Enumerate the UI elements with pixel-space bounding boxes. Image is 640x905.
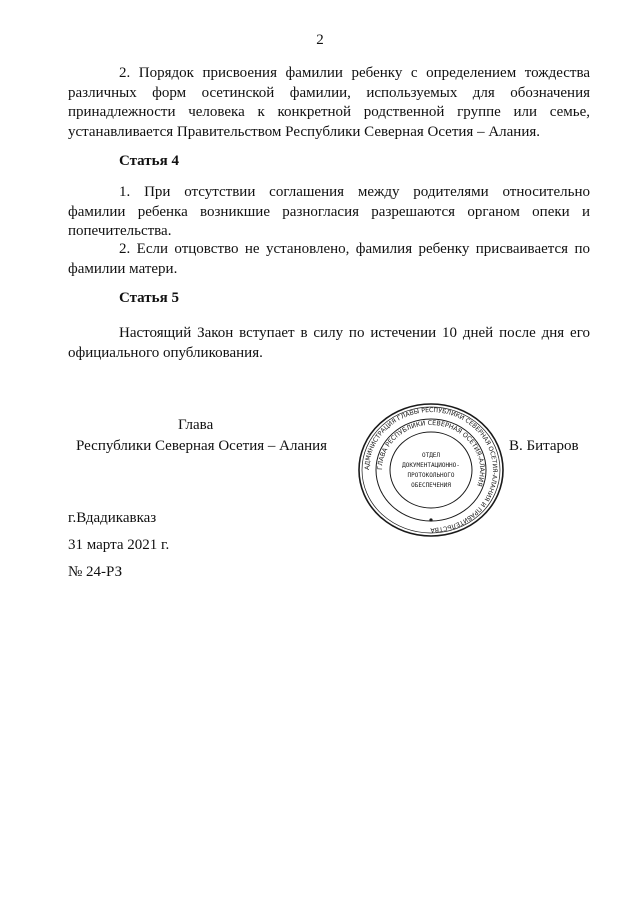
seal-center-line: ДОКУМЕНТАЦИОННО- (402, 462, 460, 469)
signature-name: В. Битаров (509, 438, 579, 454)
date-line: 31 марта 2021 г. (68, 537, 170, 553)
article5-paragraph-1: Настоящий Закон вступает в силу по истечении 10 дней после дня его официального опубликования. (68, 325, 590, 361)
article5-heading: Статья 5 (119, 290, 179, 306)
signature-organization: Республики Северная Осетия – Алания (76, 438, 328, 454)
seal-outer-text: АДМИНИСТРАЦИЯ ГЛАВЫ РЕСПУБЛИКИ СЕВЕРНАЯ ОСЕТИЯ-АЛАНИЯ И ПРАВИТЕЛЬСТВА (363, 406, 499, 534)
seal-center-line: ОТДЕЛ (421, 452, 441, 459)
seal-center-line: ПРОТОКОЛЬНОГО (407, 472, 455, 479)
seal-star-icon (429, 518, 432, 521)
article4-paragraph-2: 2. Если отцовство не установлено, фамилия ребенку присваивается по фамилии матери. (68, 241, 590, 277)
article3-paragraph-2: 2. Порядок присвоения фамилии ребенку с определением тождества различных форм осетинской фамилии, используемых для обозначения принадлежности человека к конкретной родственной группе или семье, устанавливается Правительством Республики Северная Осетия – Алания. (68, 65, 590, 140)
article4-paragraph-1: 1. При отсутствии соглашения между родителями относительно фамилии ребенка возникшие разногласия разрешаются органом опеки и попечительства. (68, 184, 590, 239)
seal-center-line: ОБЕСПЕЧЕНИЯ (411, 482, 451, 489)
page-number: 2 (316, 32, 324, 48)
seal-inner-text: ГЛАВА РЕСПУБЛИКИ СЕВЕРНАЯ ОСЕТИЯ-АЛАНИЯ (375, 418, 487, 488)
official-seal (356, 402, 506, 538)
city-line: г.Вдадикавказ (68, 510, 157, 526)
law-number: № 24-РЗ (68, 564, 123, 580)
article4-heading: Статья 4 (119, 153, 179, 169)
signature-title: Глава (178, 417, 214, 433)
